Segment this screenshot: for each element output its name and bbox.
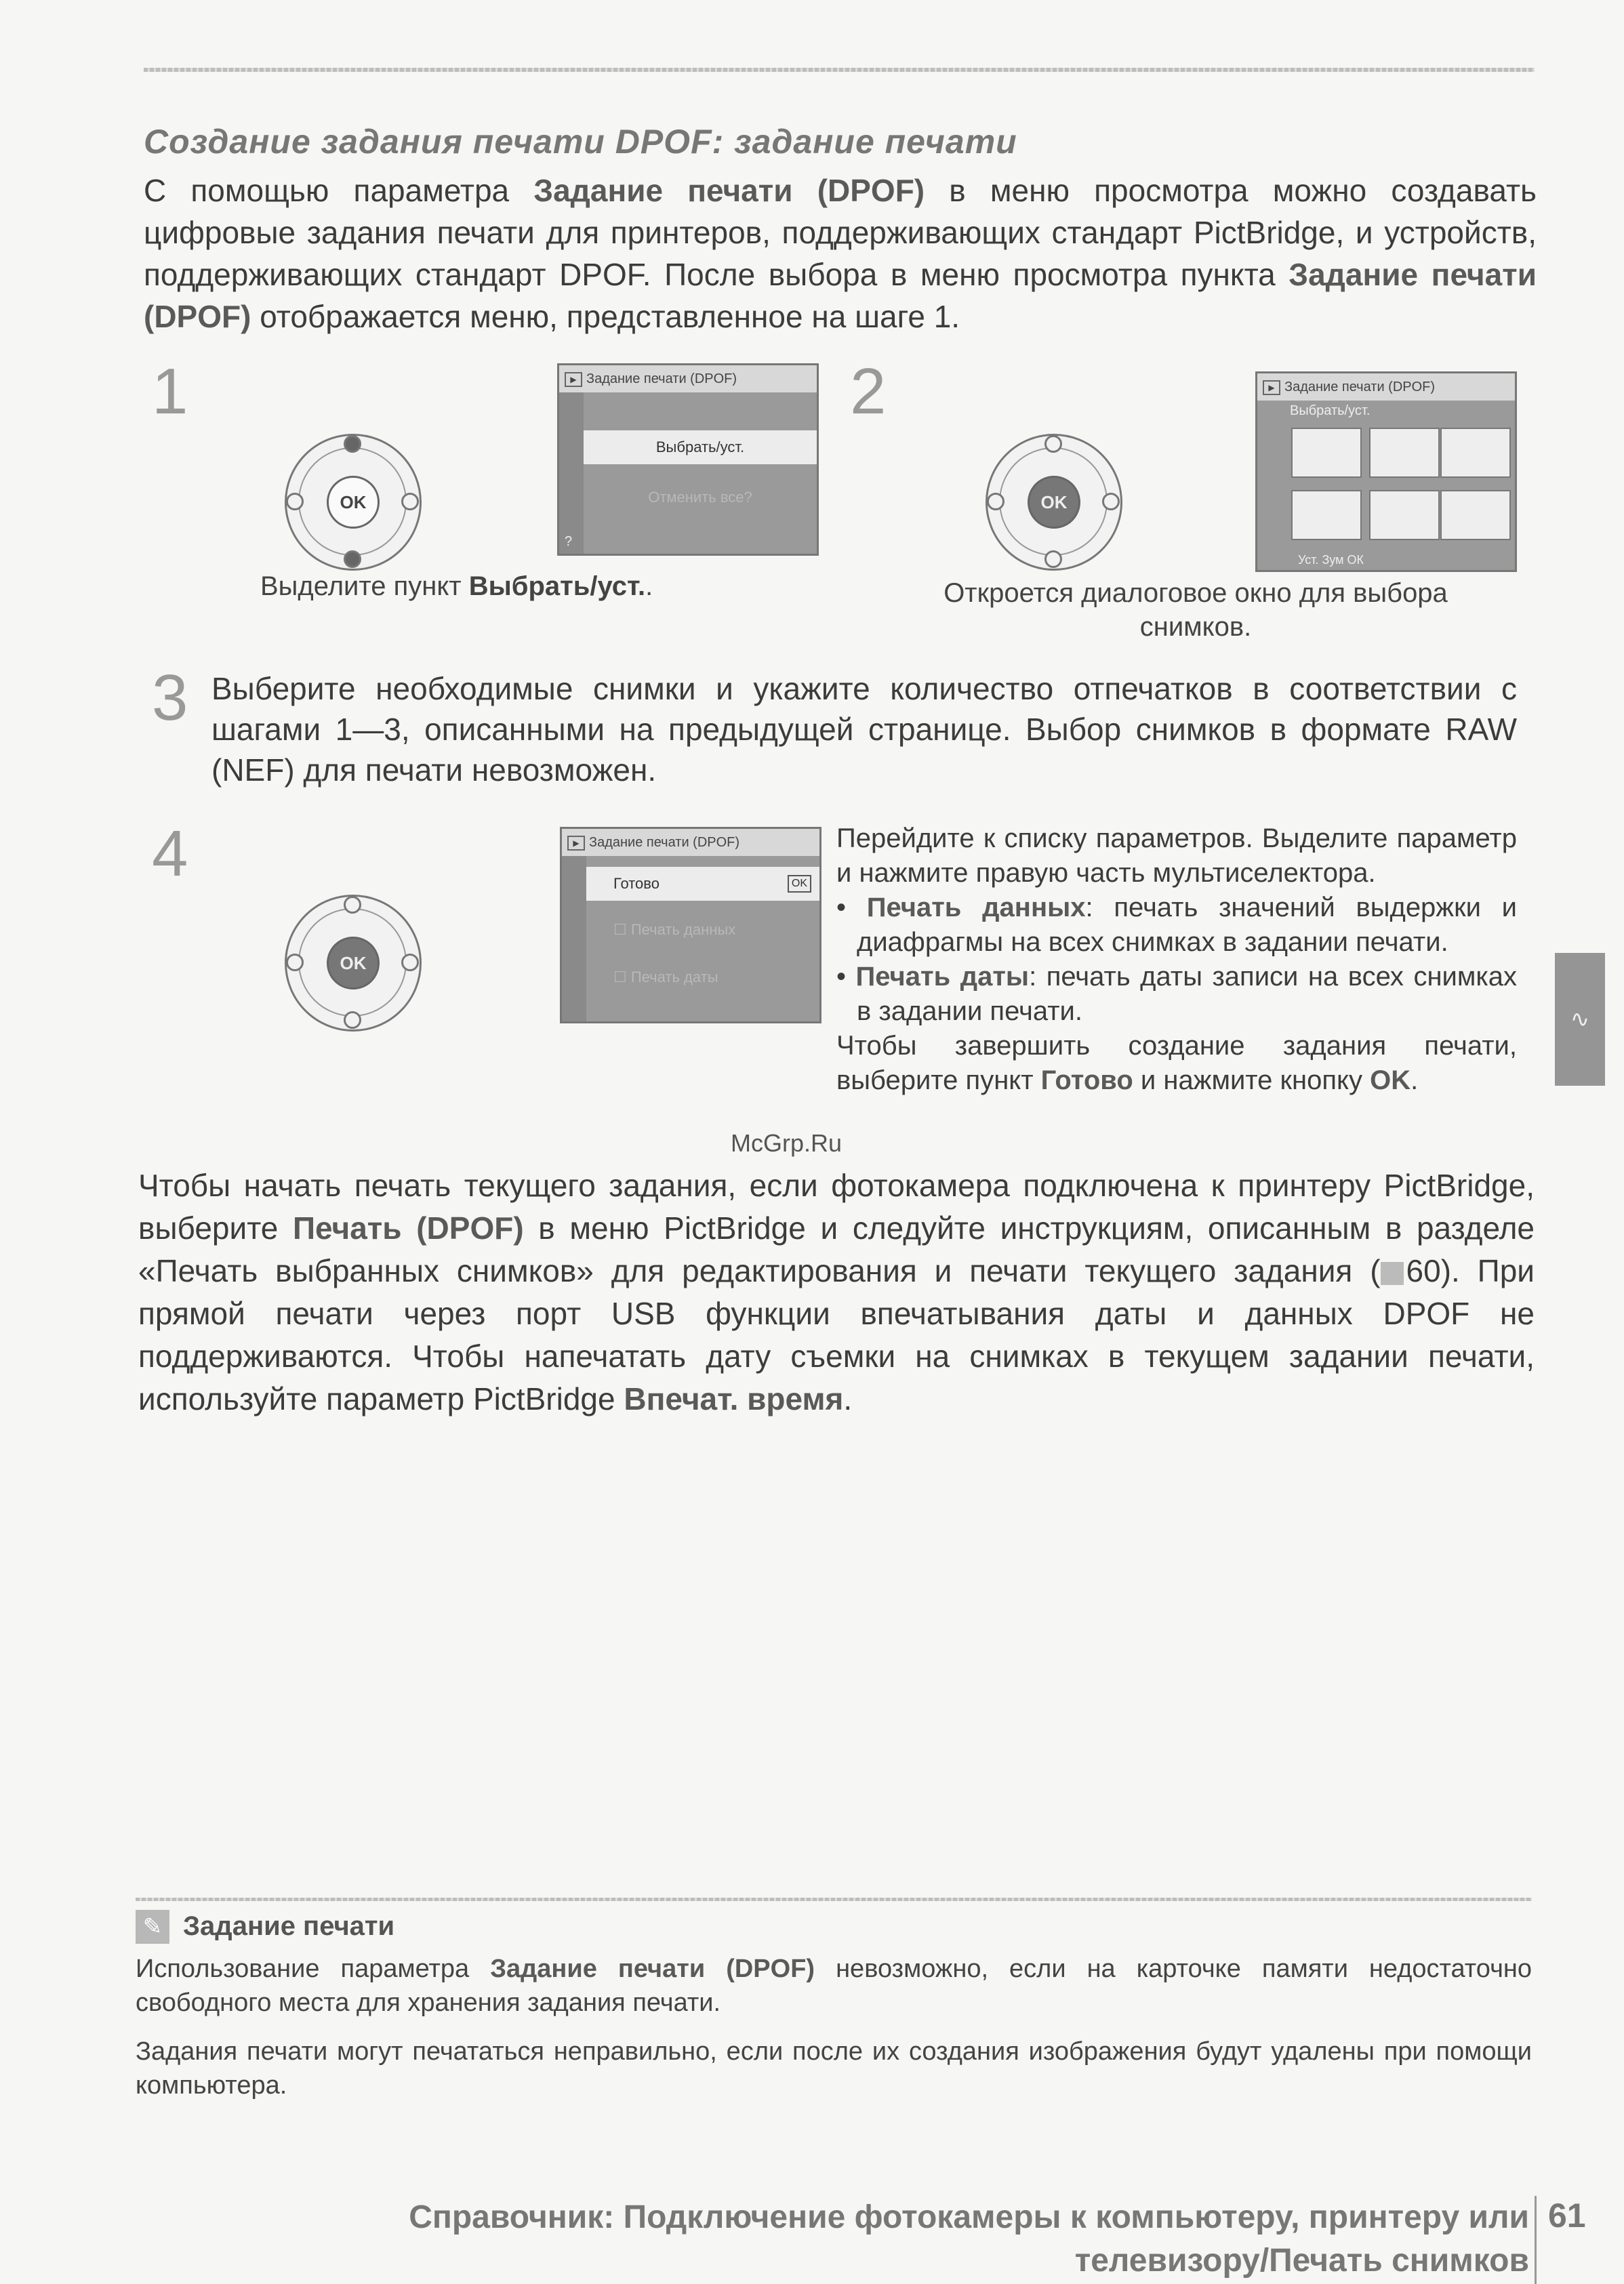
step-4-number: 4 [152,817,188,890]
thumbnail [1369,428,1440,478]
watermark: McGrp.Ru [731,1129,843,1157]
note-paragraph-1: Использование параметра Задание печати (DPOF) невозможно, если на карточке памяти недостаточно свободного места для хранения задания печати. [136,1955,1532,2017]
step-4-screen [560,827,821,1023]
ok-button-icon: OK [1028,476,1080,529]
top-rule [144,68,1535,72]
section-heading: Создание задания печати DPOF: задание печати [144,123,1017,161]
checkbox-icon: ☐ [613,968,631,985]
ok-button-icon: OK [327,476,380,529]
playback-tab-icon: ▶ [565,372,582,387]
page-number: 61 [1548,2197,1586,2235]
step-2-screen [1255,371,1517,572]
menu-item-print-data: ☐ Печать данных [613,921,736,938]
checkbox-icon: ☐ [613,921,631,938]
intro-text-3: отображается меню, представленное на шаге 1. [251,299,960,334]
thumbnail [1291,428,1362,478]
step-2-number: 2 [850,355,887,428]
thumbnail [1291,490,1362,540]
step-1-screen-title: Задание печати (DPOF) [586,371,737,386]
intro-text-1: С помощью параметра [144,173,534,208]
step-2-multiselector-icon [979,427,1128,576]
step-1-number: 1 [152,355,188,428]
menu-item-select-set: Выбрать/уст. [584,430,817,464]
step-4-finish: Чтобы завершить создание задания печати, выберите пункт Готово и нажмите кнопку OK. [836,1031,1517,1095]
body-paragraph: Чтобы начать печать текущего задания, если фотокамера подключена к принтеру PictBridge, выберите Печать (DPOF) в меню PictBridge и следуйте инструкциям, описанным в разделе «Печать выбранных снимков» для редактирования и печати текущего задания ( 60). При прямой печати через порт USB функции впечатывания даты и данных DPOF не поддерживаются. Чтобы напечатать дату съемки на снимках в текущем задании печати, используйте параметр PictBridge Впечат. время. [138,1168,1535,1416]
pencil-icon: ✎ [136,1910,169,1944]
intro-text-2: в меню просмотра можно создавать цифровые задания печати для принтеров, поддерживающих стандарт PictBridge, и устройств, поддерживающих стандарт DPOF. После выбора в меню просмотра пункта [144,173,1537,292]
thumbnail [1440,490,1511,540]
thumbnail [1369,490,1440,540]
intro-bold-1: Задание печати (DPOF) [533,173,925,208]
footer-chapter-title: Справочник: Подключение фотокамеры к компьютеру, принтеру или телевизору/Печать снимков [409,2199,1529,2279]
step-3-number: 3 [152,661,188,734]
step-1-screen [557,363,819,556]
section-tab-icon: ∿ [1555,953,1605,1086]
step-4-screen-title: Задание печати (DPOF) [589,835,740,850]
bullet-print-data: • Печать данных: печать значений выдержки и диафрагмы на всех снимках в задании печати. [836,893,1517,957]
bullet-print-date: • Печать даты: печать даты записи на всех снимках в задании печати. [836,962,1518,1026]
menu-item-print-date: ☐ Печать даты [613,968,718,985]
step-4-lead: Перейдите к списку параметров. Выделите параметр и нажмите правую часть мультиселектора. [836,823,1517,888]
step-1-multiselector-icon [278,427,427,576]
playback-tab-icon: ▶ [1263,380,1280,395]
step-2-screen-footer: Уст. Зум ОК [1298,553,1364,567]
intro-bold-2: Задание печати (DPOF) [144,257,1537,334]
step-1-caption: Выделите пункт Выбрать/уст.. [260,571,653,601]
intro-paragraph [144,169,1537,338]
playback-tab-icon: ▶ [567,836,585,851]
step-2-caption: Откроется диалоговое окно для выбора снимков. [943,578,1448,642]
step-3-text: Выберите необходимые снимки и укажите количество отпечатков в соответствии с шагами 1—3, описанными на предыдущей странице. Выбор снимков в формате RAW (NEF) для печати невозможен. [211,671,1517,788]
step-2-screen-subtitle: Выбрать/уст. [1290,403,1371,418]
page-ref-icon [1381,1262,1404,1285]
menu-item-done: Готово OK [586,867,819,901]
thumbnail [1440,428,1511,478]
ok-badge: OK [788,875,811,893]
step-4-text [836,821,1517,1098]
ok-button-icon: OK [327,937,380,990]
note-title: Задание печати [183,1911,395,1941]
menu-item-cancel-all: Отменить все? [648,489,752,506]
note-rule [136,1898,1532,1901]
help-icon: ? [565,534,573,549]
step-2-screen-title: Задание печати (DPOF) [1284,380,1436,394]
footer-separator [1535,2196,1537,2284]
step-4-multiselector-icon [278,888,427,1037]
note-paragraph-2: Задания печати могут печататься неправильно, если после их создания изображения будут удалены при помощи компьютера. [136,2037,1532,2100]
